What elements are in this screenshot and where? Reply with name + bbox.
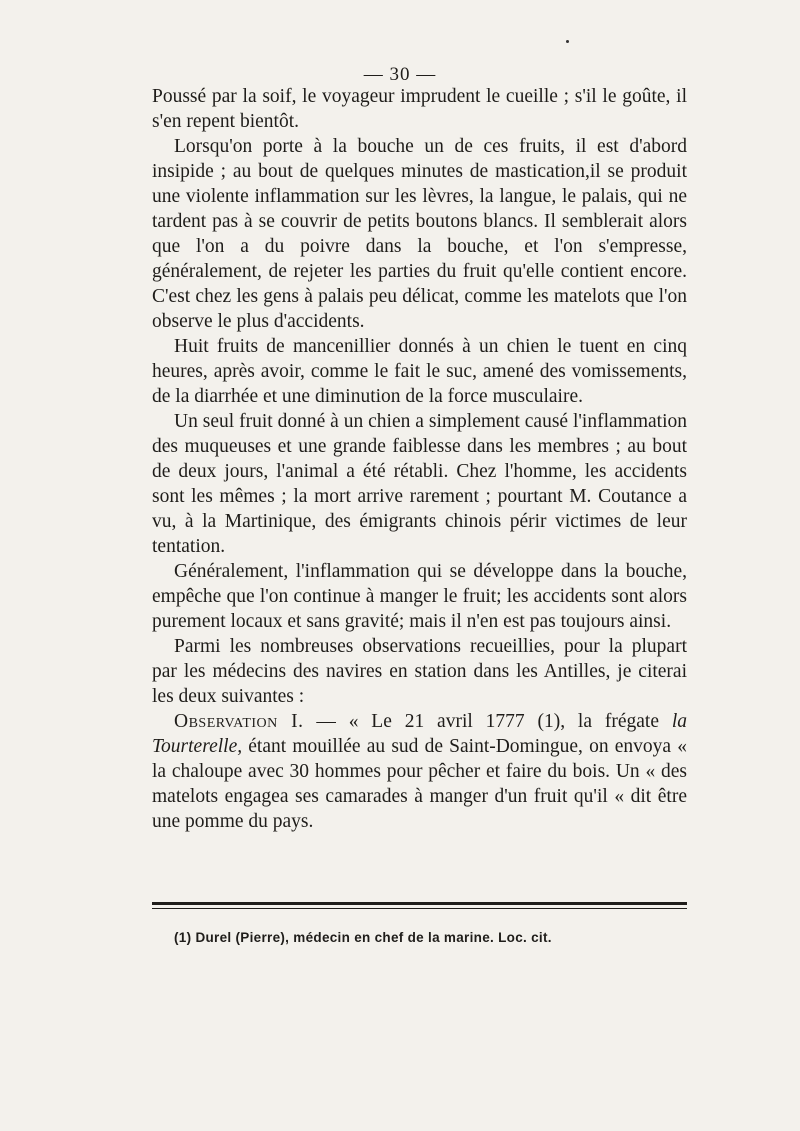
observation-label: Observation I. xyxy=(174,711,304,732)
paragraph-4: Un seul fruit donné à un chien a simplement causé l'inflammation des muqueuses et une grande faiblesse dans les membres ; au bout de deux jours, l'animal a été rétabli. Chez l'homme, les accidents sont les mêmes ; la mort arrive rarement ; pourtant M. Coutance a vu, à la Martinique, des émigrants chinois périr victimes de leur tentation. xyxy=(152,411,687,557)
ship-name: la Tourterelle, xyxy=(152,711,687,757)
paragraph-5: Généralement, l'inflammation qui se développe dans la bouche, empêche que l'on continue à manger le fruit; les accidents sont alors purement locaux et sans gravité; mais il n'en est pas toujours ainsi. xyxy=(152,561,687,632)
observation-text: étant mouillée au sud de Saint-Domingue, on envoya « la chaloupe avec 30 hommes pour pêcher et faire du bois. Un « des matelots engagea ses camarades à manger d'un fruit qu'il « dit être une pomme du pays. xyxy=(152,736,687,832)
footnote-rule xyxy=(152,902,687,905)
footnote-rule-thin xyxy=(152,908,687,909)
print-speck xyxy=(566,40,569,43)
paragraph-1: Poussé par la soif, le voyageur imprudent le cueille ; s'il le goûte, il s'en repent bientôt. xyxy=(152,86,687,132)
body-text xyxy=(152,84,687,834)
footnote: (1) Durel (Pierre), médecin en chef de la marine. Loc. cit. xyxy=(174,930,552,945)
observation-paragraph xyxy=(152,709,687,834)
paragraph-6: Parmi les nombreuses observations recueillies, pour la plupart par les médecins des navires en station dans les Antilles, je citerai les deux suivantes : xyxy=(152,636,687,707)
page-number: — 30 — xyxy=(363,64,437,85)
observation-intro: — « Le 21 avril 1777 (1), la frégate xyxy=(303,711,672,732)
paragraph-2: Lorsqu'on porte à la bouche un de ces fruits, il est d'abord insipide ; au bout de quelques minutes de mastication,il se produit une violente inflammation sur les lèvres, la langue, le palais, qui ne tardent pas à se couvrir de petits boutons blancs. Il semblerait alors que l'on a du poivre dans la bouche, et l'on s'empresse, généralement, de rejeter les parties du fruit qu'elle contient encore. C'est chez les gens à palais peu délicat, comme les matelots que l'on observe le plus d'accidents. xyxy=(152,136,687,332)
paragraph-3: Huit fruits de mancenillier donnés à un chien le tuent en cinq heures, après avoir, comme le fait le suc, amené des vomissements, de la diarrhée et une diminution de la force musculaire. xyxy=(152,336,687,407)
